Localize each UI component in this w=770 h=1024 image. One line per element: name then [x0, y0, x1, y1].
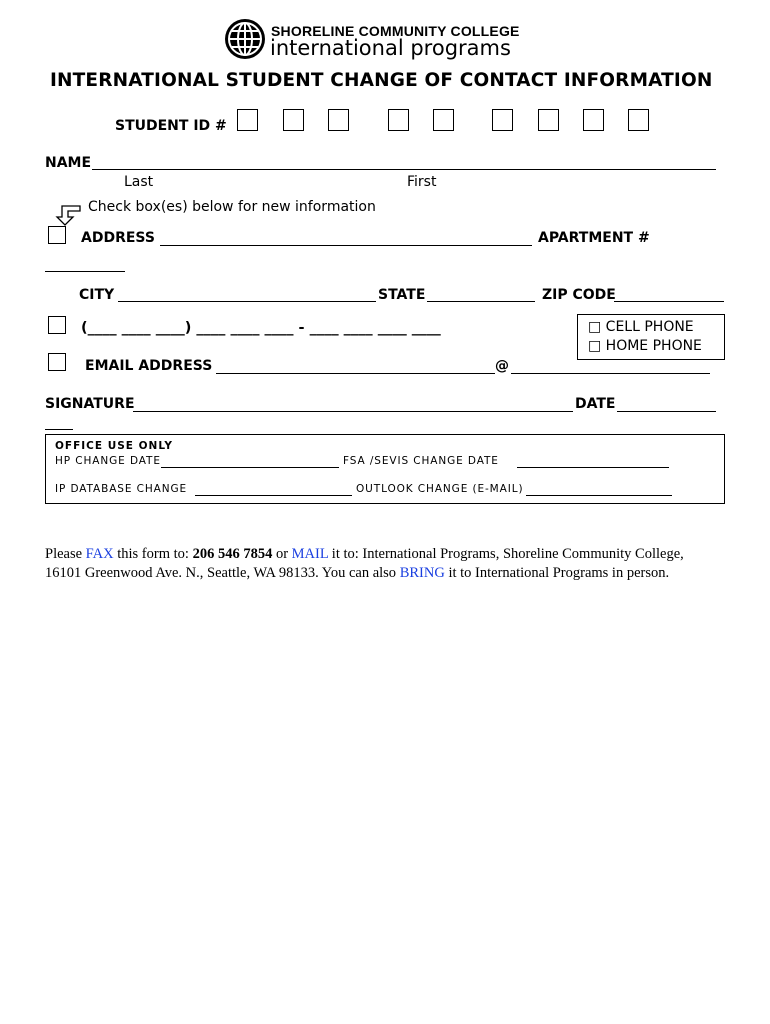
- zip-label: ZIP CODE: [542, 287, 616, 303]
- last-name-caption: Last: [124, 174, 154, 190]
- home-phone-option[interactable]: □ HOME PHONE: [588, 338, 702, 354]
- city-field[interactable]: [118, 301, 376, 302]
- address-checkbox[interactable]: [48, 226, 66, 244]
- mail-keyword: MAIL: [291, 546, 329, 562]
- email-label: EMAIL ADDRESS: [85, 358, 213, 374]
- date-field-continued[interactable]: [45, 429, 73, 430]
- org-name-line1: SHORELINE COMMUNITY COLLEGE: [271, 23, 520, 39]
- outlook-change-label: OUTLOOK CHANGE (E-MAIL): [356, 483, 524, 495]
- cell-phone-option[interactable]: □ CELL PHONE: [588, 319, 694, 335]
- outlook-change-field[interactable]: [526, 495, 672, 496]
- fax-number: 206 546 7854: [192, 546, 273, 562]
- address-label: ADDRESS: [81, 230, 155, 246]
- globe-icon: [224, 18, 266, 60]
- fax-keyword: FAX: [85, 546, 114, 562]
- email-at-sign: @: [495, 358, 509, 374]
- instructions-line-1: [45, 545, 684, 564]
- fsa-sevis-change-date-field[interactable]: [517, 467, 669, 468]
- phone-checkbox[interactable]: [48, 316, 66, 334]
- org-name-line2: international programs: [270, 36, 511, 60]
- first-name-caption: First: [407, 174, 437, 190]
- instructions-text: Please: [45, 546, 86, 562]
- office-use-box: [45, 434, 725, 504]
- name-field[interactable]: [92, 169, 716, 170]
- signature-field[interactable]: [133, 411, 573, 412]
- instructions-text: or: [272, 546, 292, 562]
- apartment-label: APARTMENT #: [538, 230, 650, 246]
- instructions-line-2: [45, 564, 669, 583]
- form-title: INTERNATIONAL STUDENT CHANGE OF CONTACT INFORMATION: [50, 70, 713, 91]
- instructions-text: this form to:: [113, 546, 193, 562]
- email-user-field[interactable]: [216, 373, 495, 374]
- student-id-box-9[interactable]: [628, 109, 649, 131]
- arrow-down-icon: [54, 203, 82, 227]
- apartment-field[interactable]: [45, 271, 125, 272]
- name-label: NAME: [45, 155, 92, 171]
- hp-change-date-field[interactable]: [161, 467, 339, 468]
- hp-change-date-label: HP CHANGE DATE: [55, 455, 161, 467]
- signature-label: SIGNATURE: [45, 396, 135, 412]
- zip-field[interactable]: [614, 301, 724, 302]
- city-label: CITY: [79, 287, 115, 303]
- student-id-box-5[interactable]: [433, 109, 454, 131]
- state-label: STATE: [378, 287, 426, 303]
- ip-database-change-label: IP DATABASE CHANGE: [55, 483, 188, 495]
- student-id-box-2[interactable]: [283, 109, 304, 131]
- student-id-box-3[interactable]: [328, 109, 349, 131]
- ip-database-change-field[interactable]: [195, 495, 352, 496]
- student-id-label: STUDENT ID #: [115, 118, 227, 134]
- logo: [224, 18, 544, 62]
- check-hint-text: Check box(es) below for new information: [88, 199, 376, 215]
- bring-keyword: BRING: [399, 565, 445, 581]
- fsa-sevis-change-date-label: FSA /SEVIS CHANGE DATE: [343, 455, 499, 467]
- email-checkbox[interactable]: [48, 353, 66, 371]
- student-id-box-4[interactable]: [388, 109, 409, 131]
- student-id-box-8[interactable]: [583, 109, 604, 131]
- phone-type-box: [577, 314, 725, 360]
- instructions-text: it to International Programs in person.: [444, 565, 670, 581]
- mailing-address: it to: International Programs, Shoreline Community College,: [328, 546, 684, 562]
- student-id-box-6[interactable]: [492, 109, 513, 131]
- address-field[interactable]: [160, 245, 532, 246]
- office-use-title: OFFICE USE ONLY: [55, 440, 174, 452]
- date-field[interactable]: [617, 411, 716, 412]
- email-domain-field[interactable]: [511, 373, 710, 374]
- date-label: DATE: [575, 396, 616, 412]
- student-id-box-1[interactable]: [237, 109, 258, 131]
- state-field[interactable]: [427, 301, 535, 302]
- street-address: 16101 Greenwood Ave. N., Seattle, WA 98133. You can also: [45, 565, 400, 581]
- student-id-box-7[interactable]: [538, 109, 559, 131]
- phone-number-field[interactable]: (____ ____ ____) ____ ____ ____ - ____ ____ ____ ____: [81, 320, 441, 336]
